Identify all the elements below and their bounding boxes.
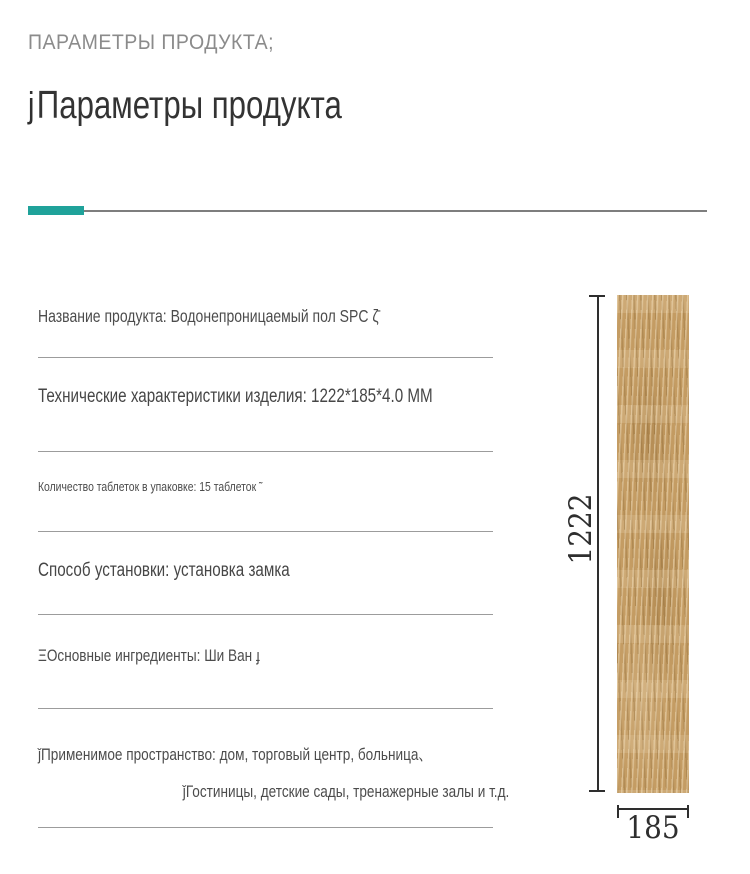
section-eyebrow: ПАРАМЕТРЫ ПРОДУКТА;: [28, 31, 274, 54]
row-divider: [38, 451, 493, 452]
row-divider: [38, 708, 493, 709]
length-dimension-label: 1222: [563, 493, 599, 565]
width-dimension-label: 185: [626, 810, 680, 846]
title-artifact-glyph: j: [28, 84, 35, 125]
row-divider: [38, 614, 493, 615]
row-divider: [38, 357, 493, 358]
plank-product-image: [617, 295, 689, 793]
page-title: [28, 84, 342, 128]
page-title-text: Параметры продукта: [36, 84, 342, 127]
row-divider: [38, 827, 493, 828]
param-main-ingredients: ΞОсновные ингредиенты: Ши Ван ɟ: [38, 646, 260, 665]
param-installation-method: Способ установки: установка замка: [38, 560, 290, 581]
param-pieces-per-pack: Количество таблеток в упаковке: 15 таблеток ˜: [38, 479, 263, 494]
section-rule-line: [28, 210, 707, 212]
param-specifications: Технические характеристики изделия: 1222*185*4.0 ММ: [38, 386, 433, 407]
applicable-space-line2: ǰГостиницы, детские сады, тренажерные залы и т.д.: [182, 782, 510, 801]
applicable-space-line1: ǰПрименимое пространство: дом, торговый центр, больница、: [38, 745, 433, 764]
section-rule-accent-bar: [28, 206, 84, 215]
length-dimension-tick-top: [589, 295, 605, 297]
length-dimension-tick-bottom: [589, 790, 605, 792]
row-divider: [38, 531, 493, 532]
param-product-name: Название продукта: Водонепроницаемый пол SPC ζ̄: [38, 306, 379, 326]
param-applicable-space: [38, 736, 509, 810]
